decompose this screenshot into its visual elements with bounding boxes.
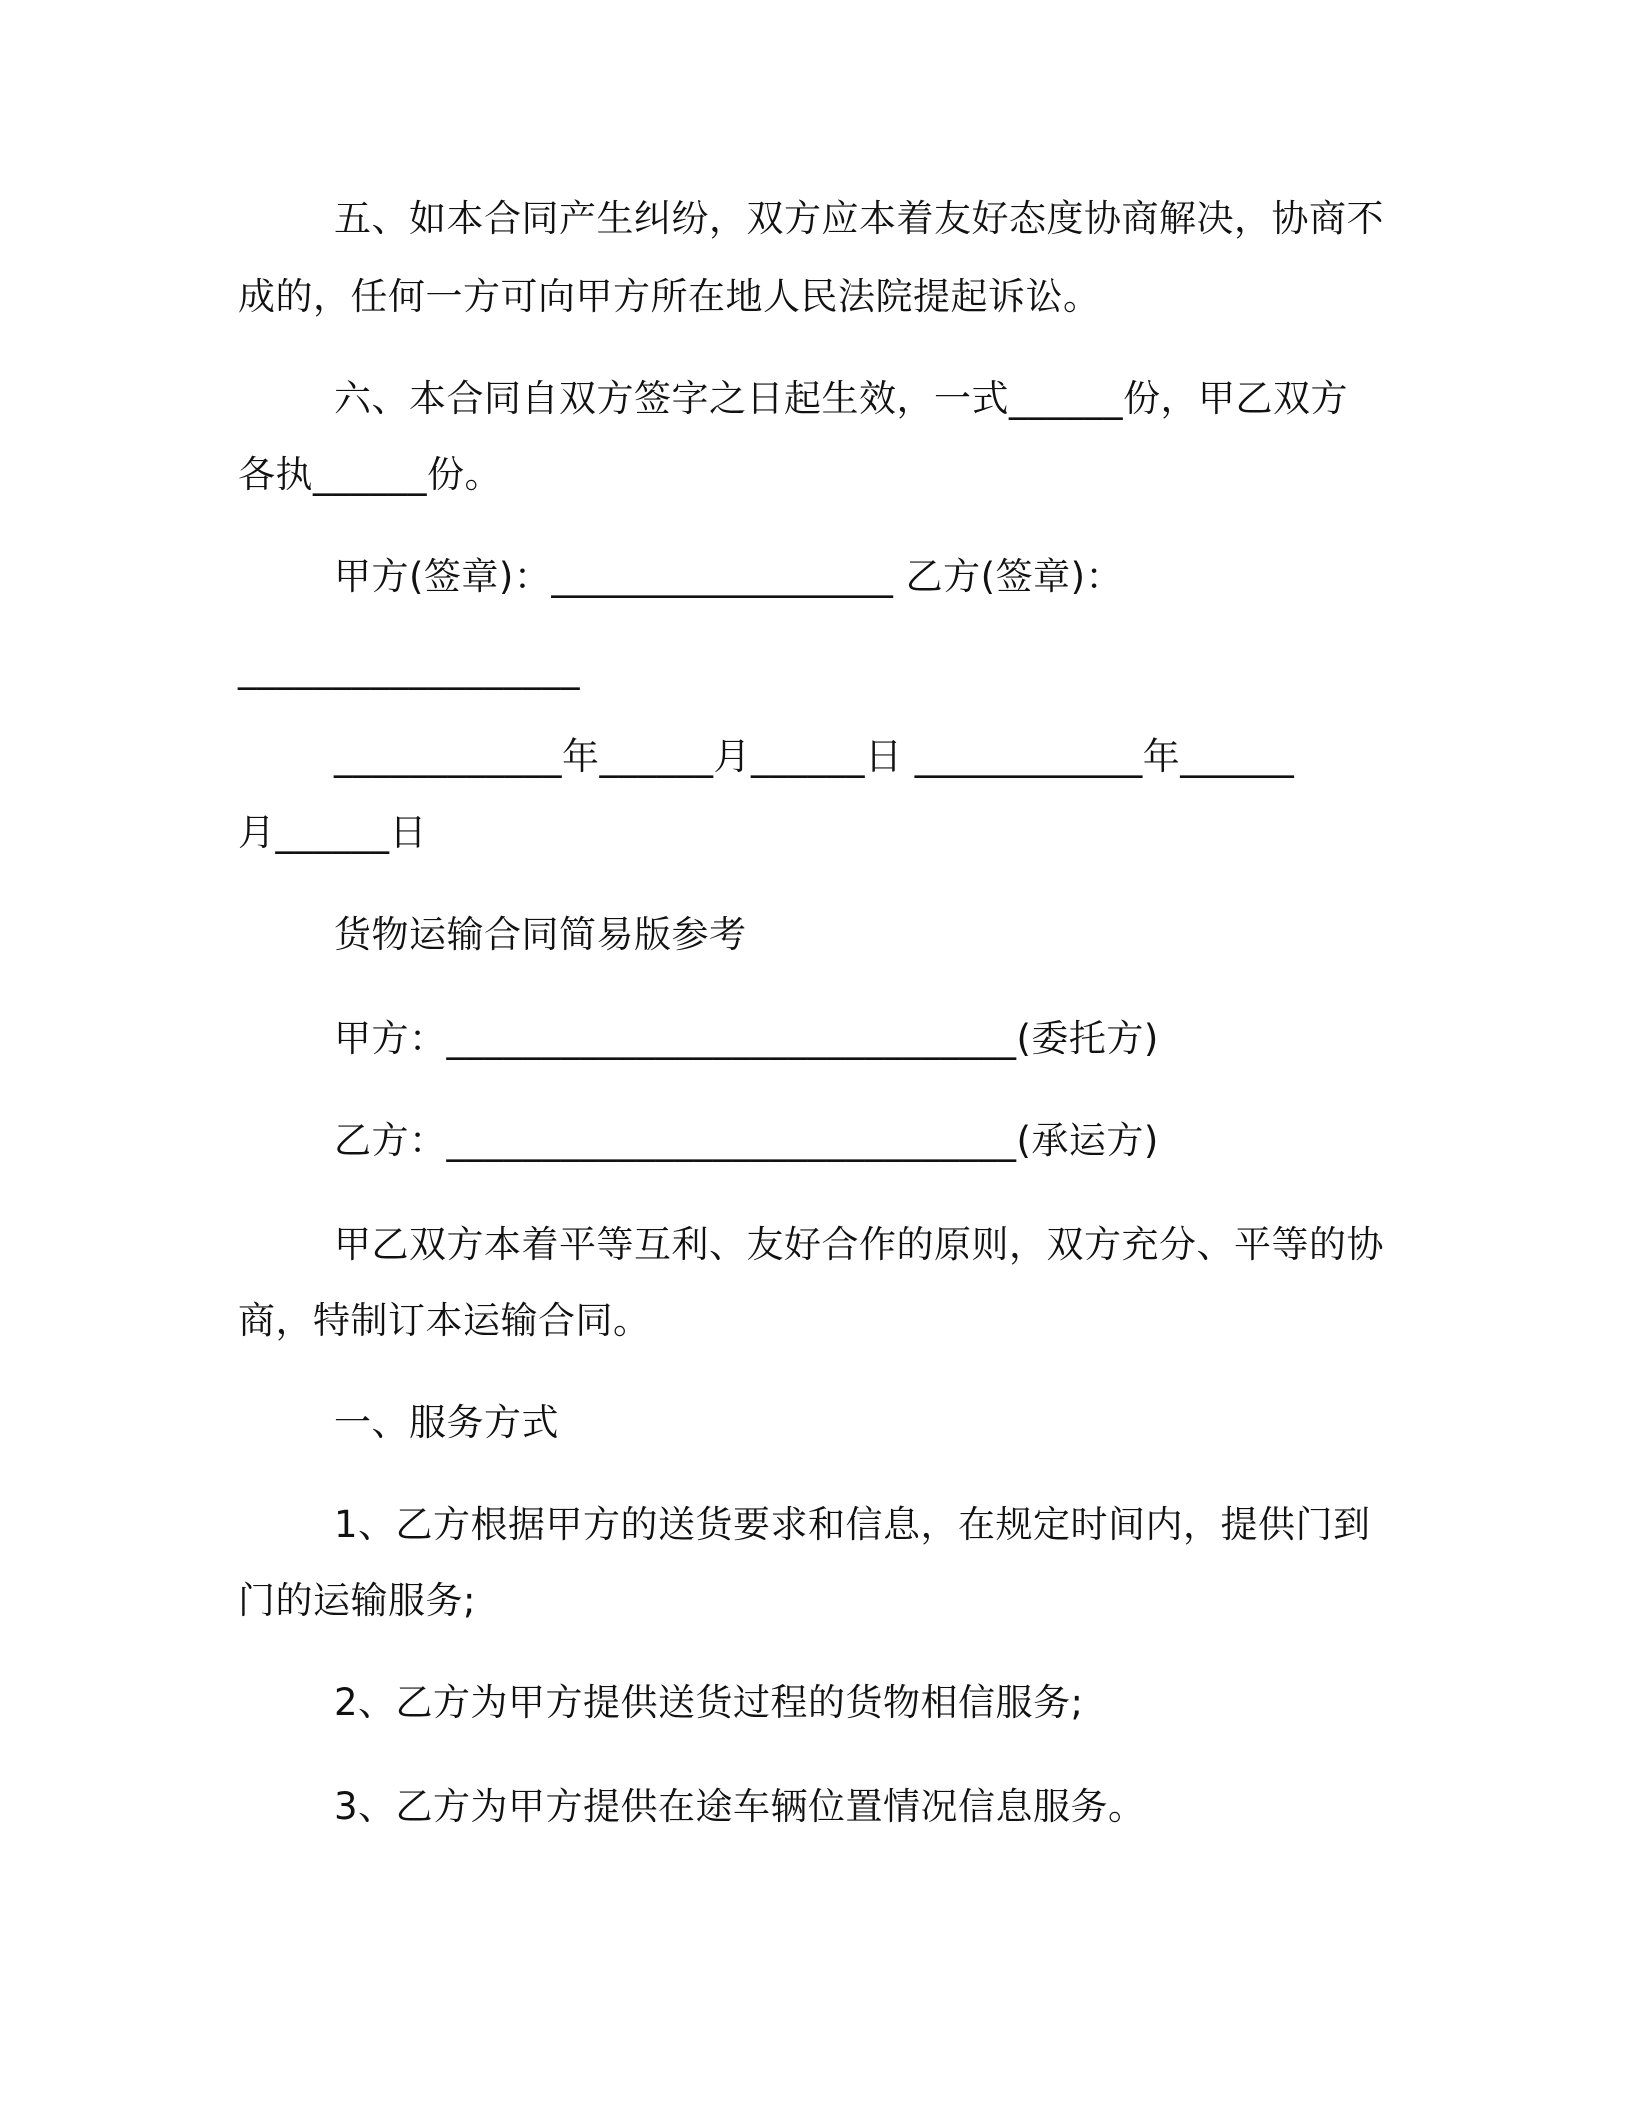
preamble-line-2: 商，特制订本运输合同。 — [238, 1299, 651, 1342]
service-item-2: 2、乙方为甲方提供送货过程的货物相信服务; — [334, 1681, 1084, 1724]
preamble-line-1: 甲乙双方本着平等互利、友好合作的原则，双方充分、平等的协 — [334, 1223, 1384, 1266]
service-item-3: 3、乙方为甲方提供在途车辆位置情况信息服务。 — [334, 1785, 1146, 1828]
section-heading-service: 一、服务方式 — [334, 1401, 559, 1444]
date-line-2: 月______日 — [238, 811, 427, 854]
signature-blank-line: __________________ — [238, 647, 580, 690]
clause-5-line-1: 五、如本合同产生纠纷，双方应本着友好态度协商解决，协商不 — [334, 197, 1384, 240]
section-title: 货物运输合同简易版参考 — [334, 913, 747, 956]
party-a-line: 甲方：______________________________(委托方) — [334, 1017, 1159, 1060]
party-b-line: 乙方：______________________________(承运方) — [334, 1119, 1159, 1162]
clause-5-line-2: 成的，任何一方可向甲方所在地人民法院提起诉讼。 — [238, 275, 1101, 318]
date-line-1: ____________年______月______日 ____________年______ — [334, 735, 1295, 778]
service-item-1-line-2: 门的运输服务; — [238, 1579, 476, 1622]
clause-6-line-1: 六、本合同自双方签字之日起生效，一式______份，甲乙双方 — [334, 377, 1348, 420]
clause-6-line-2: 各执______份。 — [238, 453, 502, 496]
signature-line: 甲方(签章)：__________________ 乙方(签章)： — [334, 555, 1124, 598]
service-item-1-line-1: 1、乙方根据甲方的送货要求和信息，在规定时间内，提供门到 — [334, 1503, 1371, 1546]
